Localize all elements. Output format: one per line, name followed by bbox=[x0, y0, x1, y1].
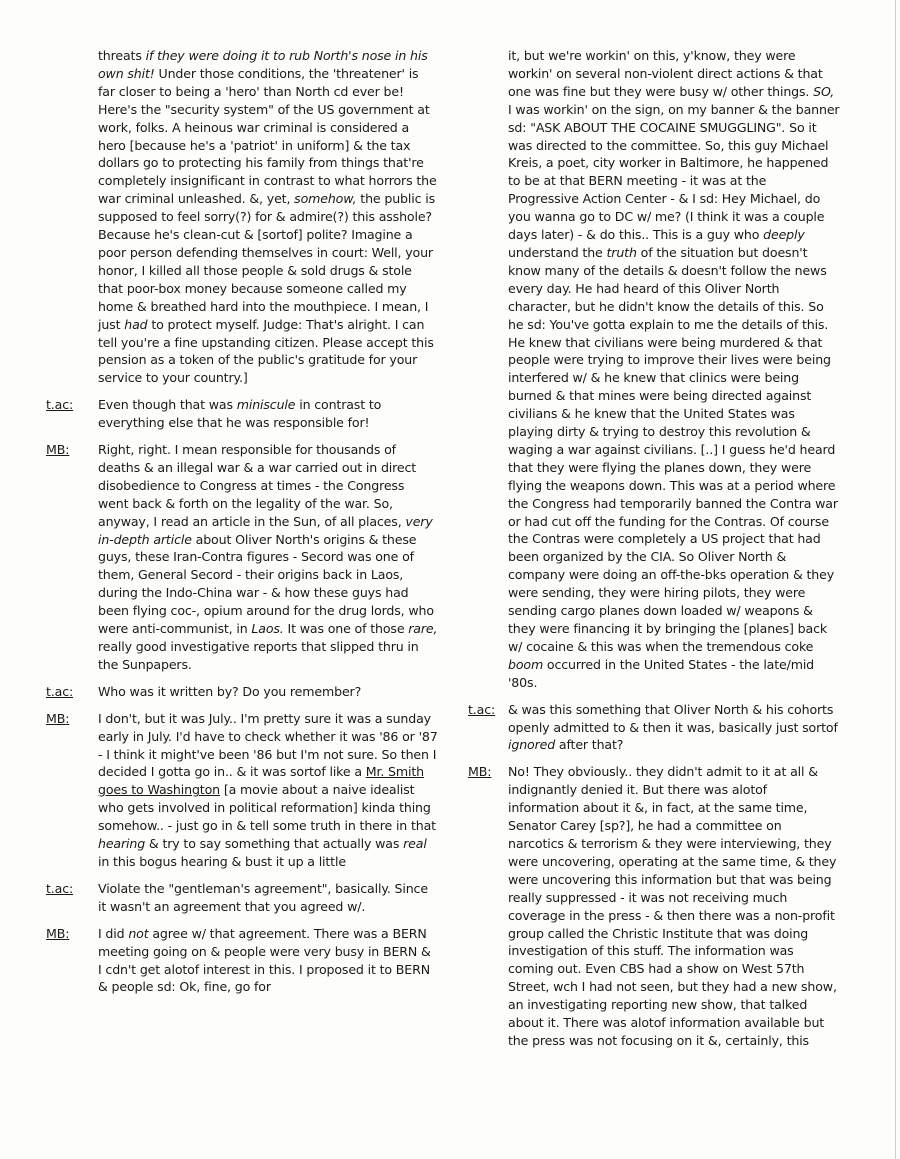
left-column bbox=[46, 47, 438, 1005]
speaker-label: MB: bbox=[46, 442, 70, 458]
paragraph-continuation: it, but we're workin' on this, y'know, they were workin' on several non-violent direct actions & that one was fine but they were busy w/ other things. SO, I was workin' on the sign, on my banner & the banner sd: "ASK ABOUT THE COCAINE SMUGGLING". So it was directed to the committee. So, this guy Michael Kreis, a poet, city worker in Baltimore, he happened to be at that BERN meeting - it was at the Progressive Action Center - & I sd: Hey Michael, do you wanna go to DC w/ me? (I think it was a couple days later) - & do this.. This is a guy who deeply understand the truth of the situation but doesn't know many of the details & doesn't follow the news every day. He had heard of this Oliver North character, but he didn't know the details of this. So he sd: You've gotta explain to me the details of this. He knew that civilians were being murdered & that people were trying to improve their lives were being interfered w/ & he knew that clinics were being burned & that mines were being directed against civilians & he knew that the United States was playing dirty & trying to destroy this revolution & waging a war against civilians. [..] I guess he'd heard that they were flying the planes down, they were flying the weapons down. This was at a period where the Congress had temporarily banned the Contra war or had cut off the funding for the Contras. Of course the Contras were completely a US project that had been organized by the CIA. So Oliver North & company were doing an off-the-bks operation & they were sending, they were hiring pilots, they were sending cargo planes down loaded w/ weapons & they were financing it by bringing the [planes] back w/ cocaine & this was when the tremendous coke boom occurred in the United States - the late/mid '80s. bbox=[508, 48, 840, 690]
film-title: Mr. Smith goes to Washington bbox=[98, 764, 424, 798]
dialogue-turn: MB: Right, right. I mean responsible for thousands of deaths & an illegal war & a war carried out in direct disobedience to Congress at times - the Congress went back & forth on the legality of the war. So, anyway, I read an article in the Sun, of all places, very in-depth article about Oliver North's origins & these guys, these Iran-Contra figures - Secord was one of them, General Secord - their origins back in Laos, during the Indo-China war - & how these guys had been flying coc-, opium around for the drug lords, who were anti-communist, in Laos. It was one of those rare, really good investigative reports that slipped thru in the Sunpapers. bbox=[46, 442, 438, 672]
dialogue-turn: MB: No! They obviously.. they didn't admit to it at all & indignantly denied it. But there was alotof information about it &, in fact, at the same time, Senator Carey [sp?], he had a committee on narcotics & terrorism & they were interviewing, they were uncovering, operating at the same time, & they were uncovering this information but that was being really suppressed - it was not receiving much coverage in the press - & then there was a non-profit group called the Christic Institute that was doing investigation of this stuff. The information was coming out. Even CBS had a show on West 57th Street, wch I had not seen, but they had a new show, an investigating reporting new show, that talked about it. There was alotof information available but the press was not focusing on it &, certainly, this bbox=[468, 764, 837, 1048]
speaker-label: t.ac: bbox=[46, 397, 74, 413]
dialogue-turn: t.ac: Violate the "gentleman's agreement", basically. Since it wasn't an agreement that you agreed w/. bbox=[46, 880, 428, 914]
right-column bbox=[468, 47, 840, 1059]
dialogue-turn: t.ac: Even though that was miniscule in contrast to everything else that he was responsible for! bbox=[46, 397, 382, 431]
speaker-label: MB: bbox=[468, 764, 492, 780]
speaker-label: t.ac: bbox=[46, 683, 74, 699]
paragraph-continuation: threats if they were doing it to rub North's nose in his own shit! Under those conditions, the 'threatener' is far closer to being a 'hero' than North cd ever be! Here's the "security system" of the US government at work, folks. A heinous war criminal is considered a hero [because he's a 'patriot' in uniform] & the tax dollars go to protecting his family from things that're completely insignificant in contrast to what horrors the war criminal unleashed. &, yet, somehow, the public is supposed to feel sorry(?) for & admire(?) this asshole? Because he's clean-cut & [sortof] polite? Imagine a poor person defending themselves in court: Well, your honor, I killed all those people & sold drugs & stole that poor-box money because someone called my home & breathed hard into the mouthpiece. I mean, I just had to protect myself. Judge: That's alright. I can tell you're a fine upstanding citizen. Please accept this pension as a token of the public's gratitude for your service to your country.] bbox=[98, 48, 437, 386]
dialogue-turn: t.ac: Who was it written by? Do you remember? bbox=[46, 683, 362, 699]
speaker-label: MB: bbox=[46, 925, 70, 941]
speaker-label: t.ac: bbox=[468, 701, 496, 717]
speaker-label: t.ac: bbox=[46, 880, 74, 896]
speaker-label: MB: bbox=[46, 710, 70, 726]
scan-edge bbox=[895, 0, 896, 1159]
dialogue-turn: MB: I did not agree w/ that agreement. There was a BERN meeting going on & people were very busy in BERN & I cdn't get alotof interest in this. I proposed it to BERN & people sd: Ok, fine, go for bbox=[46, 925, 431, 995]
dialogue-turn: MB: I don't, but it was July.. I'm pretty sure it was a sunday early in July. I'd have to check whether it was '86 or '87 - I think it might've been '86 but I'm not sure. So then I decided I gotta go in.. & it was sortof like a Mr. Smith goes to Washington [a movie about a naive idealist who gets involved in political reformation] kinda thing somehow.. - just go in & tell some truth in there in that hearing & try to say something that actually was real in this bogus hearing & bust it up a little bbox=[46, 710, 438, 869]
dialogue-turn: t.ac: & was this something that Oliver North & his cohorts openly admitted to & then it was, basically just sortof ignored after that? bbox=[468, 701, 838, 753]
